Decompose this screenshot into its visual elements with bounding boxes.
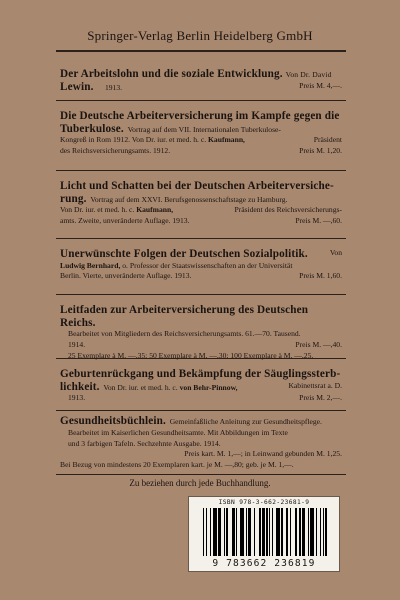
- entry-title: Die Deutsche Arbeiterversicherung im Kampfe gegen die: [60, 110, 340, 122]
- entry-title-cont: lichkeit.: [60, 380, 100, 393]
- entry-year: 1913.: [68, 393, 86, 403]
- entry-author-lead: Von Dr. David: [285, 70, 332, 79]
- divider: [56, 358, 346, 359]
- catalog-entry: [60, 248, 342, 282]
- entry-title: Leitfaden zur Arbeiterversicherung des Deutschen Reichs.: [60, 304, 309, 329]
- entry-title: Licht und Schatten bei der Deutschen Arbeiterversiche-: [60, 180, 334, 192]
- catalog-entry: [60, 68, 342, 94]
- entry-description: und 3 farbigen Tafeln. Sechzehnte Ausgabe. 1914.: [68, 438, 221, 448]
- entry-bulk-pricing: Bei Bezug von mindestens 20 Exemplaren kart. je M. —,80; geb. je M. 1,—.: [60, 460, 294, 470]
- divider: [56, 294, 346, 295]
- entry-title-cont: rung.: [60, 192, 87, 205]
- entry-description: Präsident: [313, 135, 342, 145]
- divider: [56, 100, 346, 101]
- entry-price: Preis M. —,60.: [295, 216, 342, 226]
- divider: [56, 410, 346, 411]
- catalog-entry: [60, 415, 342, 471]
- entry-description: des Reichsversicherungsamts. 1912.: [60, 146, 171, 156]
- entry-author-name: Kaufmann,: [136, 205, 174, 215]
- catalog-entry: [60, 180, 342, 227]
- entry-description: o. Professor der Staatswissenschaften an der Universität: [122, 260, 293, 270]
- entry-description: Bearbeitet von Mitgliedern des Reichsversicherungsamts. 61.—70. Tausend.: [68, 329, 301, 338]
- isbn-barcode: [188, 496, 340, 572]
- entry-title: Unerwünschte Folgen der Deutschen Sozialpolitik.: [60, 248, 308, 260]
- entry-price: Preis M. 1,60.: [299, 271, 342, 281]
- entry-price: Preis M. 1,20.: [299, 146, 342, 156]
- entry-price: Preis kart. M. 1,—; in Leinwand gebunden M. 1,25.: [184, 449, 342, 459]
- entry-description: Kabinettsrat a. D.: [288, 380, 342, 390]
- entry-year: 1913.: [104, 82, 123, 92]
- catalog-entry: [60, 368, 342, 404]
- entry-author-lead: Von: [329, 248, 342, 257]
- isbn-number: ISBN 978-3-662-23681-9: [218, 499, 310, 506]
- entry-price: Preis M. 4,—.: [299, 80, 342, 90]
- catalog-entry: [60, 110, 342, 157]
- entry-author-name: Ludwig Bernhard,: [60, 260, 121, 270]
- availability-note: Zu beziehen durch jede Buchhandlung.: [129, 478, 271, 488]
- entry-author-name: Lewin.: [60, 80, 94, 93]
- entry-description: Gemeinfaßliche Anleitung zur Gesundheitspflege.: [169, 417, 322, 426]
- entry-author-name: Kaufmann,: [208, 135, 245, 145]
- ean-digits: 9 783662 236819: [212, 558, 316, 569]
- entry-description: Vortrag auf dem VII. Internationalen Tuberkulose-: [127, 124, 281, 134]
- entry-description: Von Dr. iur. et med. h. c.: [60, 205, 135, 215]
- catalog-entry: [60, 304, 342, 361]
- entry-description: Von Dr. iur. et med. h. c.: [103, 382, 178, 392]
- entry-description: Kongreß in Rom 1912. Von Dr. iur. et med. h. c.: [60, 135, 207, 145]
- entry-description: Präsident des Reichsversicherungs-: [234, 205, 342, 215]
- divider: [56, 474, 346, 475]
- divider: [56, 238, 346, 239]
- entry-price: Preis M. 2,—.: [299, 393, 342, 403]
- divider: [56, 170, 346, 171]
- entry-price: Preis M. —,40.: [295, 339, 342, 349]
- entry-bulk-pricing: 25 Exemplare à M. —,35; 50 Exemplare à M. —,30; 100 Exemplare à M. —,25.: [68, 350, 314, 360]
- entry-description: amts. Zweite, unveränderte Auflage. 1913.: [60, 216, 190, 226]
- entry-description: Bearbeitet im Kaiserlichen Gesundheitsamte. Mit Abbildungen im Texte: [68, 427, 288, 437]
- barcode-bars: [203, 508, 327, 556]
- entry-description: Vortrag auf dem XXVI. Berufsgenossenschaftstage zu Hamburg.: [90, 194, 288, 204]
- entry-author-name: von Behr-Pinnow,: [179, 382, 238, 392]
- entry-description: Berlin. Vierte, unveränderte Auflage. 1913.: [60, 271, 192, 281]
- entry-title: Geburtenrückgang und Bekämpfung der Säuglingssterb-: [60, 368, 341, 380]
- entry-title: Der Arbeitslohn und die soziale Entwicklung.: [60, 68, 283, 80]
- entry-year: 1914.: [68, 339, 86, 349]
- entry-title: Gesundheitsbüchlein.: [60, 415, 166, 427]
- entry-title-cont: Tuberkulose.: [60, 122, 124, 135]
- divider: [56, 50, 346, 52]
- publisher-name: Springer-Verlag Berlin Heidelberg GmbH: [87, 28, 313, 43]
